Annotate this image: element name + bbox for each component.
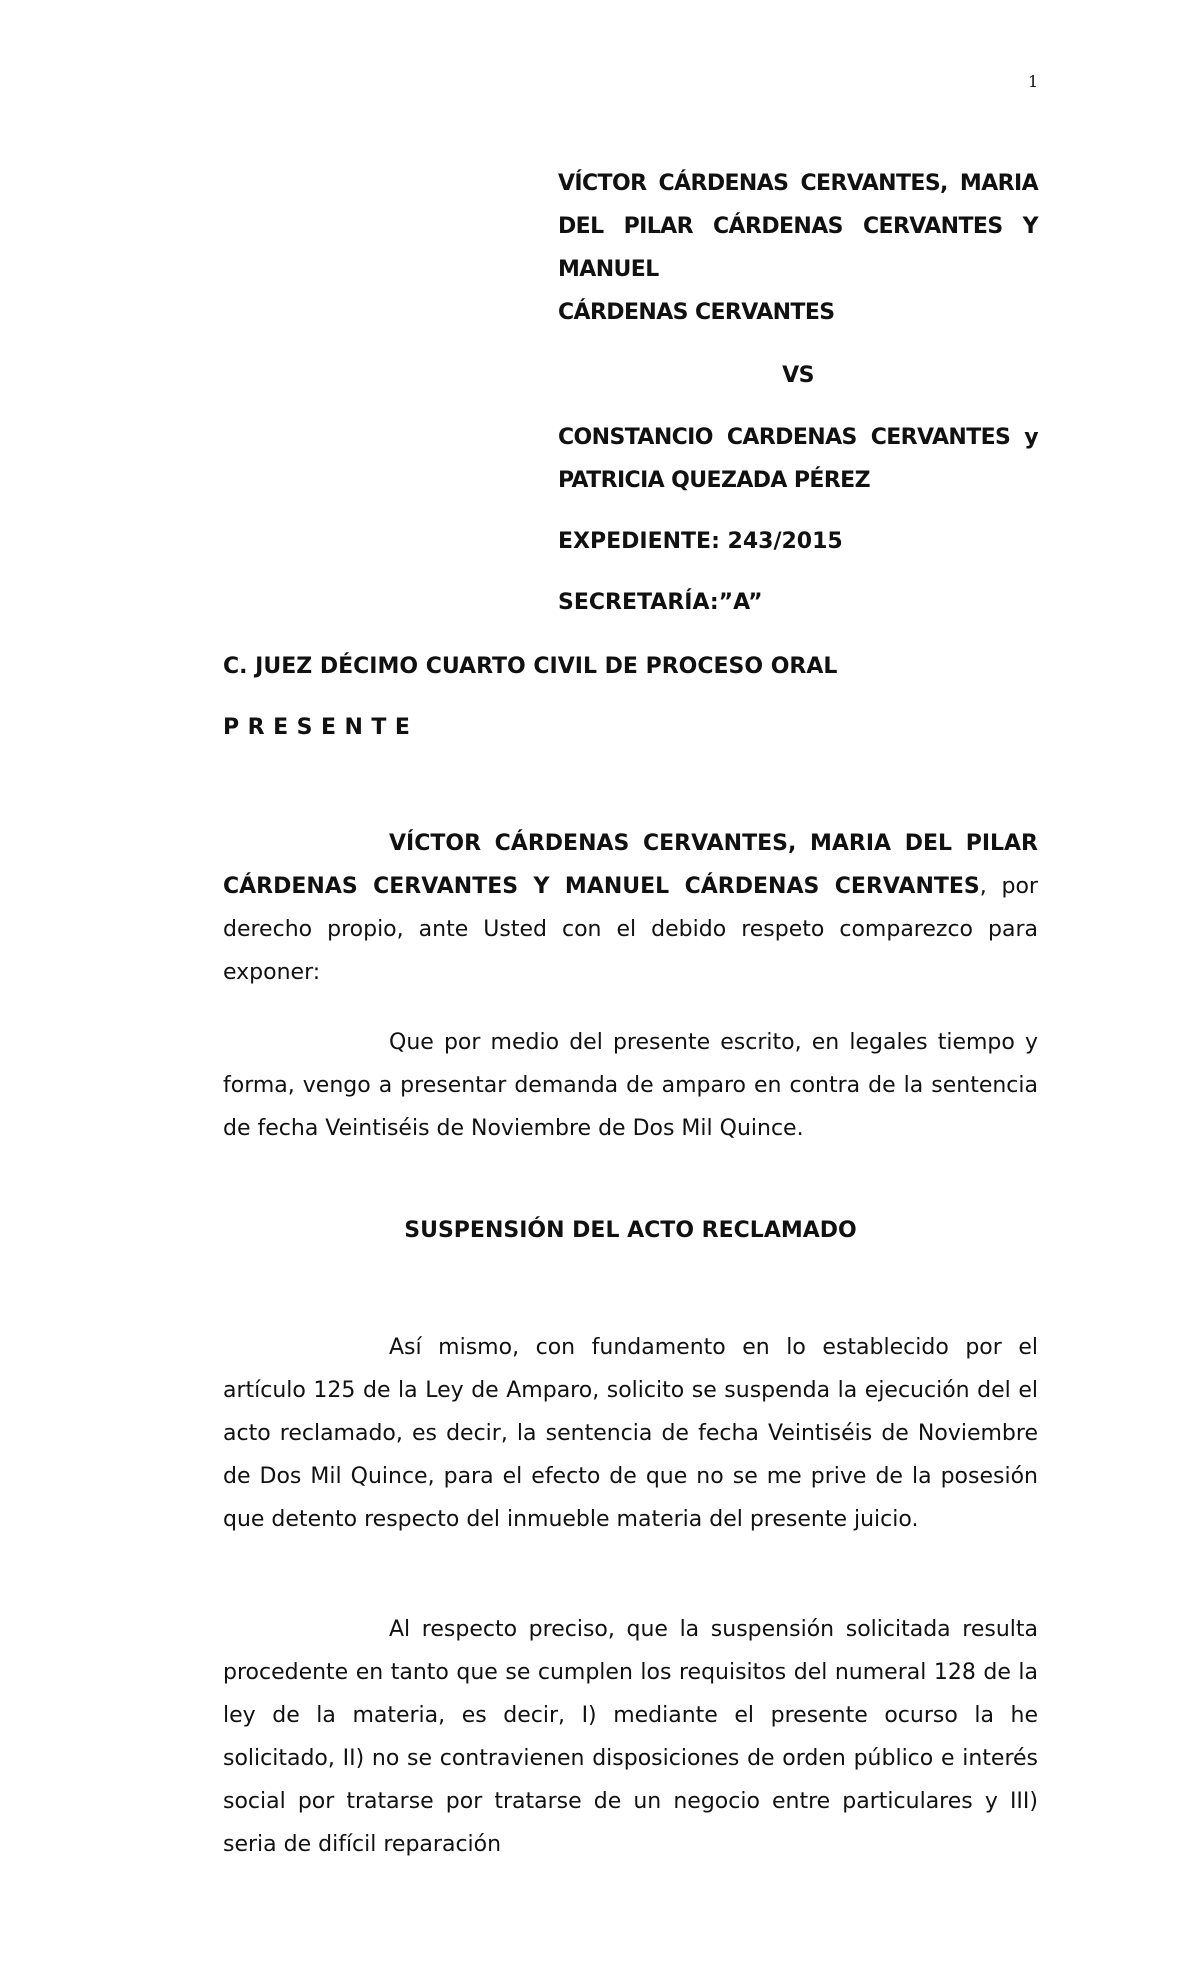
intro-paragraph [223,822,1038,994]
caption-defendants-line2: PATRICIA QUEZADA PÉREZ [558,468,870,493]
presente-heading: PRESENTE [223,715,419,740]
paragraph-3 [223,1608,1038,1866]
paragraph-1 [223,1021,1038,1150]
caption-plaintiffs-last: CÁRDENAS CERVANTES [558,300,835,325]
caption-vs: VS [782,363,814,388]
paragraph-1-text: Que por medio del presente escrito, en legales tiempo y forma, vengo a presentar demanda de amparo en contra de la sentencia de fecha Veintiséis de Noviembre de Dos Mil Quince. [223,1030,1038,1141]
caption-expediente: EXPEDIENTE: 243/2015 [558,529,843,554]
case-caption [558,162,1038,624]
paragraph-2-text: Así mismo, con fundamento en lo establecido por el artículo 125 de la Ley de Amparo, solicito se suspenda la ejecución del el acto reclamado, es decir, la sentencia de fecha Veintiséis de Noviembre de Dos Mil Quince, para el efecto de que no se me prive de la posesión que detento respecto del inmueble materia del presente juicio. [223,1335,1038,1532]
caption-plaintiffs: VÍCTOR CÁRDENAS CERVANTES, MARIA DEL PILAR CÁRDENAS CERVANTES Y MANUEL [558,171,1038,282]
intro-rest: , por derecho propio, ante Usted con el debido respeto comparezco para exponer: [223,874,1038,985]
caption-secretaria: SECRETARÍA:”A” [558,590,763,615]
paragraph-2 [223,1326,1038,1541]
section-heading: SUSPENSIÓN DEL ACTO RECLAMADO [404,1218,857,1243]
caption-defendants-line1: CONSTANCIO CARDENAS CERVANTES y [558,425,1038,450]
page-number: 1 [1028,72,1039,91]
addressee: C. JUEZ DÉCIMO CUARTO CIVIL DE PROCESO ORAL [223,654,838,679]
paragraph-3-text: Al respecto preciso, que la suspensión solicitada resulta procedente en tanto que se cumplen los requisitos del numeral 128 de la ley de la materia, es decir, I) mediante el presente ocurso la he solicitado, II) no se contravienen disposiciones de orden público e interés social por tratarse por tratarse de un negocio entre particulares y III) seria de difícil reparación [223,1617,1038,1857]
intro-names: VÍCTOR CÁRDENAS CERVANTES, MARIA DEL PILAR CÁRDENAS CERVANTES Y MANUEL CÁRDENAS CERVANTES [223,831,1038,899]
